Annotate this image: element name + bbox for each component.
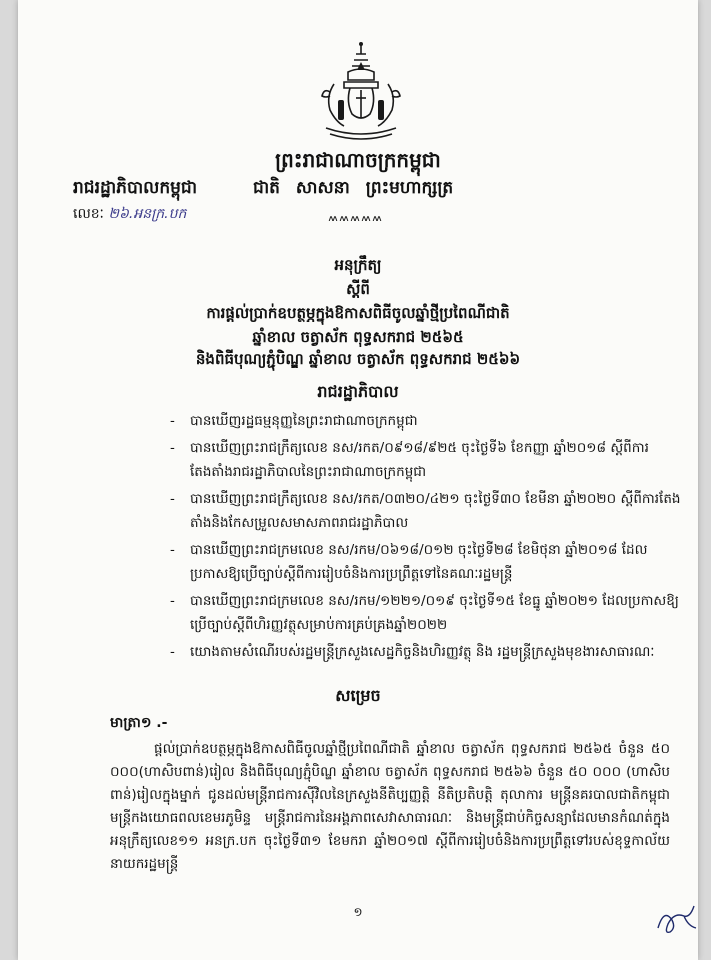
subject-line-2: ឆ្នាំខាល ចត្វាស័ក ពុទ្ធសករាជ ២៥៦៥	[252, 328, 464, 346]
consideration-item: - បានឃើញព្រះរាជក្រមលេខ នស/រកម/០៦១៨/០១២ ចុះថ្ងៃទី២៨ ខែមិថុនា ឆ្នាំ២០១៨ ដែលប្រកាសឱ្យប្រើច្បាប់ស្តីពីការរៀបចំនិងការប្រព្រឹត្តទៅនៃគណៈរដ្ឋមន្ត្រី	[168, 538, 688, 586]
article-heading: មាត្រា១ .-	[110, 715, 168, 731]
reference-line	[73, 207, 186, 221]
consideration-item: - បានឃើញព្រះរាជក្រមលេខ នស/រកម/១២២១/០១៩ ចុះថ្ងៃទី១៥ ខែធ្នូ ឆ្នាំ២០២១ ដែលប្រកាសឱ្យប្រើច្បាប់ស្តីពីហិរញ្ញវត្ថុសម្រាប់ការគ្រប់គ្រងឆ្នាំ២០២២	[168, 589, 688, 637]
consideration-item: - បានឃើញរដ្ឋធម្មនុញ្ញនៃព្រះរាជាណាចក្រកម្ពុជា	[168, 409, 688, 433]
document-type: អនុក្រឹត្យ	[334, 256, 382, 274]
ornamental-divider: ៳៳៳៳៳	[328, 209, 384, 225]
kingdom-title: ព្រះរាជាណាចក្រកម្ពុជា	[275, 148, 441, 172]
article-paragraph: ផ្តល់ប្រាក់ឧបត្ថម្ភក្នុងឱកាសពិធីចូលឆ្នាំថ្មីប្រពៃណីជាតិ ឆ្នាំខាល ចត្វាស័ក ពុទ្ធសករាជ ២៥៦៥ ចំនួន ៥០ ០០០(ហាសិបពាន់)រៀល និងពិធីបុណ្យភ្ជុំបិណ្ឌ ឆ្នាំខាល ចត្វាស័ក ពុទ្ធសករាជ ២៥៦៦ ចំនួន ៥០ ០០០ (ហាសិបពាន់)រៀលក្នុងម្នាក់ ជូនដល់មន្ត្រីរាជការស៊ីវិលនៃក្រសួងនីតិប្បញ្ញត្តិ នីតិប្រតិបត្តិ តុលាការ មន្ត្រីនគរបាលជាតិកម្ពុជា មន្ត្រីកងយោធពលខេមរភូមិន្ទ មន្ត្រីរាជការនៃអង្គភាពសេវាសាធារណៈ និងមន្ត្រីជាប់កិច្ចសន្យាដែលមានកំណត់ក្នុងអនុក្រឹត្យលេខ១១ អនក្រ.បក ចុះថ្ងៃទី៣១ ខែមករា ឆ្នាំ២០១៧ ស្តីពីការរៀបចំនិងការប្រព្រឹត្តទៅរបស់ខុទ្ទកាល័យនាយករដ្ឋមន្ត្រី	[110, 741, 670, 872]
document-page	[18, 0, 698, 960]
subject-line-3: និងពិធីបុណ្យភ្ជុំបិណ្ឌ ឆ្នាំខាល ចត្វាស័ក ពុទ្ធសករាជ ២៥៦៦	[195, 350, 521, 368]
consideration-item: - បានឃើញព្រះរាជក្រឹត្យលេខ នស/រកត/០៣២០/៤២១ ចុះថ្ងៃទី៣០ ខែមីនា ឆ្នាំ២០២០ ស្តីពីការតែងតាំងនិងកែសម្រួលសមាសភាពរាជរដ្ឋាភិបាល	[168, 487, 688, 535]
reference-label: លេខៈ	[73, 206, 104, 222]
subject-line-1: ការផ្តល់ប្រាក់ឧបត្ថម្ភក្នុងឱកាសពិធីចូលឆ្នាំថ្មីប្រពៃណីជាតិ	[206, 304, 510, 322]
consideration-item: - យោងតាមសំណើរបស់រដ្ឋមន្ត្រីក្រសួងសេដ្ឋកិច្ចនិងហិរញ្ញវត្ថុ និង រដ្ឋមន្ត្រីក្រសួងមុខងារសាធារណៈ	[168, 640, 688, 664]
national-motto: ជាតិ សាសនា ព្រះមហាក្សត្រ	[253, 178, 454, 198]
considerations-list	[168, 409, 688, 667]
decision-heading: សម្រេច	[335, 686, 381, 705]
title-about: ស្តីពី	[346, 280, 370, 298]
issuing-authority: រាជរដ្ឋាភិបាល	[317, 382, 399, 401]
initials-signature-icon	[654, 898, 698, 938]
reference-number: ២៦.អនក្រ.បក	[108, 206, 187, 222]
page-number: ១	[353, 905, 363, 919]
royal-arms-emblem-icon	[316, 40, 406, 145]
article-body	[110, 738, 670, 876]
consideration-item: - បានឃើញព្រះរាជក្រឹត្យលេខ នស/រកត/០៩១៨/៩២៥ ចុះថ្ងៃទី៦ ខែកញ្ញា ឆ្នាំ២០១៨ ស្តីពីការតែងតាំងរាជរដ្ឋាភិបាលនៃព្រះរាជាណាចក្រកម្ពុជា	[168, 436, 688, 484]
government-label: រាជរដ្ឋាភិបាលកម្ពុជា	[73, 178, 198, 198]
